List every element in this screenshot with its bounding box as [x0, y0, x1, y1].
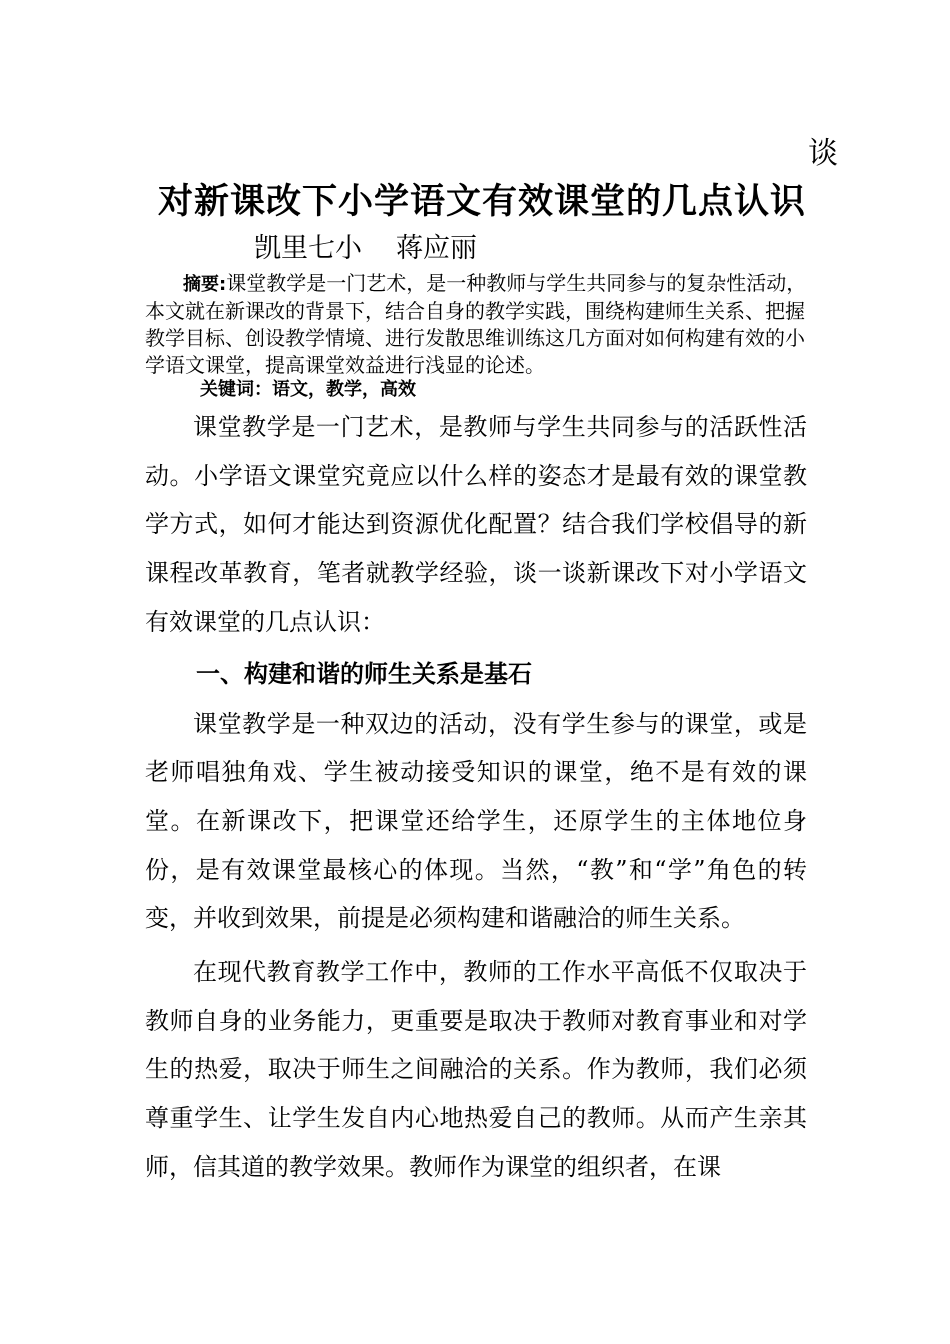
author-line [254, 226, 477, 265]
abstract [145, 270, 807, 379]
keywords: 关键词：语文，教学，高效 [200, 379, 416, 400]
section-heading: 一、构建和谐的师生关系是基石 [196, 659, 532, 688]
abstract-label: 摘要: [183, 274, 227, 295]
paragraph: 课堂教学是一种双边的活动，没有学生参与的课堂，或是老师唱独角戏、学生被动接受知识的课堂，绝不是有效的课堂。在新课改下，把课堂还给学生，还原学生的主体地位身份，是有效课堂最核心的体现。当然，“教”和“学”角色的转变，并收到效果，前提是必须构建和谐融洽的师生关系。 [145, 709, 807, 933]
paragraph: 在现代教育教学工作中，教师的工作水平高低不仅取决于教师自身的业务能力，更重要是取决于教师对教育事业和对学生的热爱，取决于师生之间融洽的关系。作为教师，我们必须尊重学生、让学生发自内心地热爱自己的教师。从而产生亲其师，信其道的教学效果。教师作为课堂的组织者，在课 [145, 958, 807, 1181]
corner-character: 谈 [808, 136, 838, 171]
article-body [145, 403, 807, 1192]
paragraph: 课堂教学是一门艺术，是教师与学生共同参与的活跃性活动。小学语文课堂究竟应以什么样的姿态才是最有效的课堂教学方式，如何才能达到资源优化配置？结合我们学校倡导的新课程改革教育，笔者就教学经验，谈一谈新课改下对小学语文有效课堂的几点认识： [145, 413, 807, 636]
abstract-text: 课堂教学是一门艺术，是一种教师与学生共同参与的复杂性活动，本文就在新课改的背景下，结合自身的教学实践，围绕构建师生关系、把握教学目标、创设教学情境、进行发散思维训练这几方面对如何构建有效的小学语文课堂，提高课堂效益进行浅显的论述。 [145, 271, 807, 377]
page-title: 对新课改下小学语文有效课堂的几点认识 [158, 181, 807, 222]
author-name: 蒋应丽 [396, 233, 477, 264]
author-school: 凯里七小 [254, 233, 362, 264]
